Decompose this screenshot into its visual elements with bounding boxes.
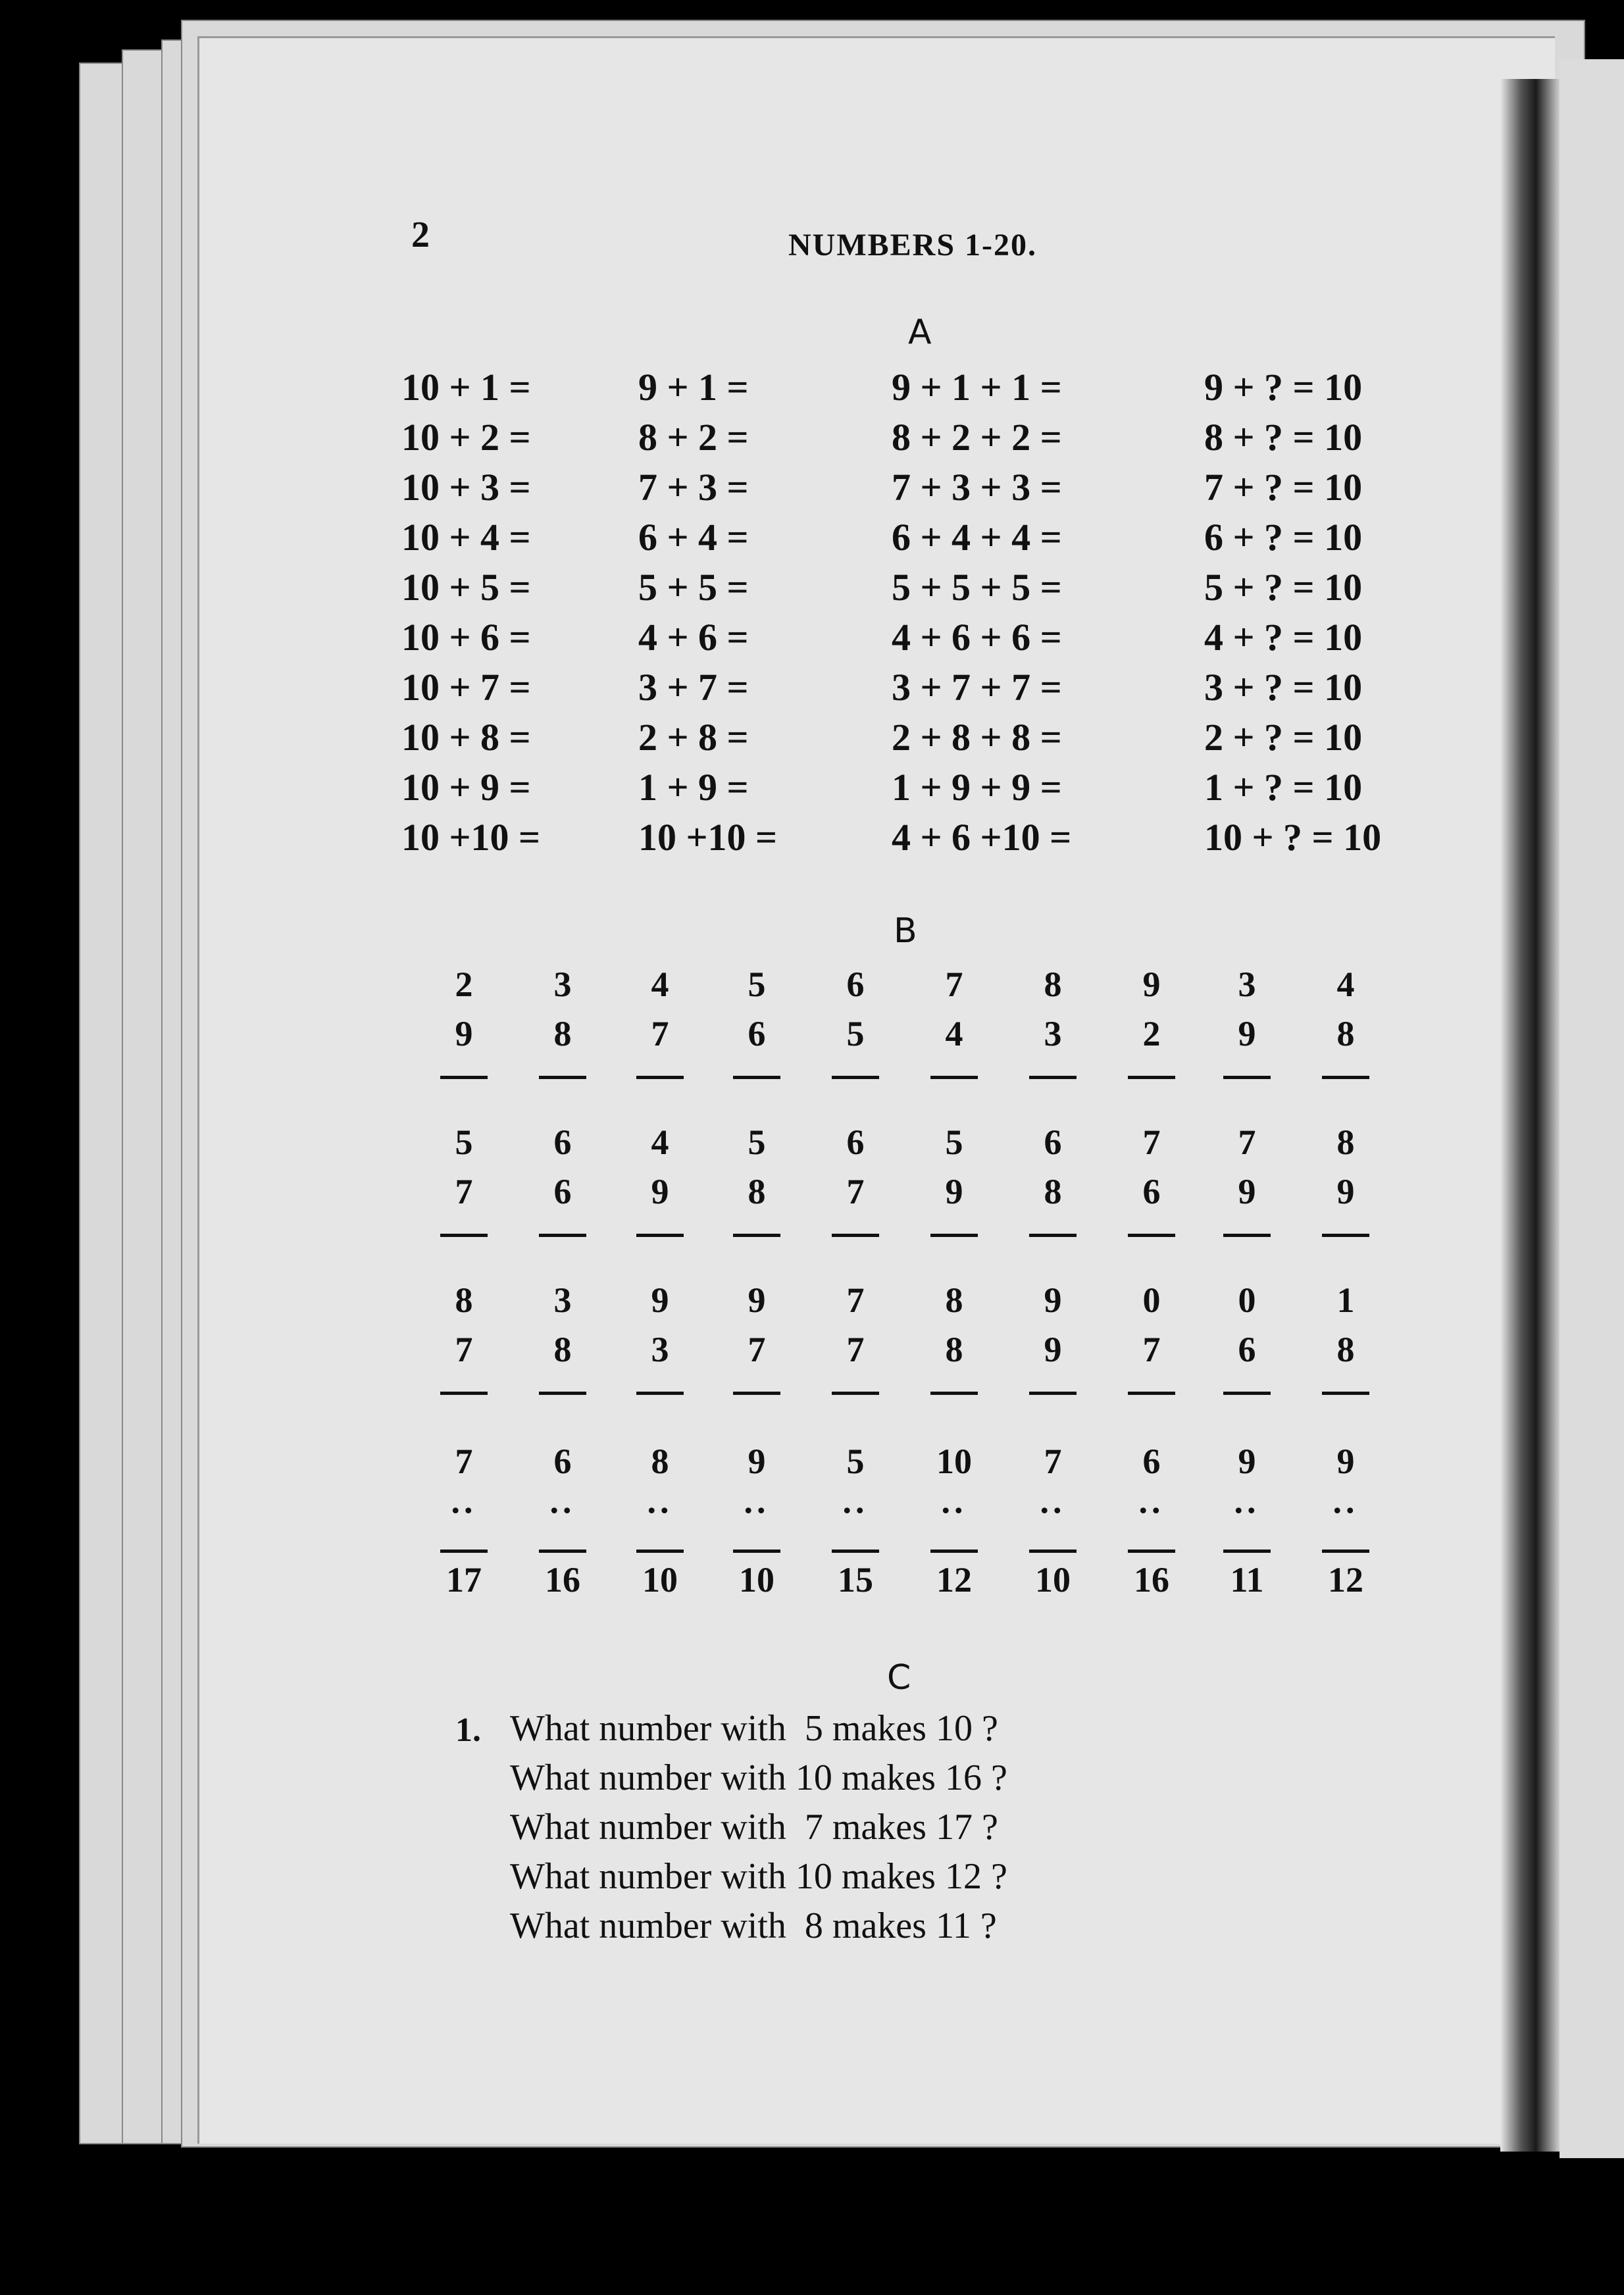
equation-col2-row6: 4 + 6 = (638, 616, 749, 659)
missing-addend-dots: .. (451, 1481, 477, 1521)
addend-bottom: 4 (945, 1014, 963, 1053)
item-number: 1. (455, 1711, 481, 1749)
sum-value: 16 (545, 1560, 580, 1600)
equation-col1-row8: 10 + 8 = (401, 716, 531, 759)
equation-col3-row6: 4 + 6 + 6 = (892, 616, 1062, 659)
addend-top: 2 (455, 965, 473, 1004)
equation-col1-row3: 10 + 3 = (401, 466, 531, 509)
known-addend: 9 (748, 1442, 766, 1481)
addend-bottom: 8 (748, 1172, 766, 1211)
sum-line (1029, 1550, 1077, 1553)
sum-line (1322, 1076, 1369, 1079)
addend-top: 5 (945, 1122, 963, 1162)
equation-col4-row9: 1 + ? = 10 (1204, 766, 1363, 809)
sum-line (733, 1550, 780, 1553)
equation-col4-row2: 8 + ? = 10 (1204, 416, 1363, 459)
addend-top: 3 (553, 965, 572, 1004)
sum-line (832, 1076, 879, 1079)
missing-addend-dots: .. (941, 1481, 967, 1521)
sum-line (440, 1076, 488, 1079)
equation-col1-row6: 10 + 6 = (401, 616, 531, 659)
addend-top: 9 (1142, 965, 1161, 1004)
sum-value: 12 (1328, 1560, 1363, 1600)
equation-col1-row4: 10 + 4 = (401, 516, 531, 559)
question-1: What number with 5 makes 10 ? (510, 1708, 998, 1749)
addend-top: 7 (846, 1280, 865, 1320)
facing-page-edge (1560, 59, 1624, 2158)
sum-line (1128, 1550, 1175, 1553)
known-addend: 5 (846, 1442, 865, 1481)
addend-bottom: 8 (1336, 1330, 1355, 1369)
sum-line (1128, 1234, 1175, 1237)
missing-addend-dots: .. (1138, 1481, 1165, 1521)
sum-line (1322, 1234, 1369, 1237)
question-2: What number with 10 makes 16 ? (510, 1757, 1007, 1798)
sum-line (832, 1550, 879, 1553)
addend-bottom: 9 (1044, 1330, 1062, 1369)
missing-addend-dots: .. (1040, 1481, 1066, 1521)
addend-bottom: 9 (651, 1172, 669, 1211)
addend-bottom: 2 (1142, 1014, 1161, 1053)
sum-line (1128, 1076, 1175, 1079)
equation-col1-row10: 10 +10 = (401, 816, 541, 859)
sum-line (1029, 1392, 1077, 1395)
sum-value: 11 (1230, 1560, 1264, 1600)
equation-col2-row8: 2 + 8 = (638, 716, 749, 759)
equation-col4-row1: 9 + ? = 10 (1204, 366, 1363, 409)
sum-line (1322, 1550, 1369, 1553)
sum-line (733, 1076, 780, 1079)
sum-value: 10 (1035, 1560, 1071, 1600)
equation-col2-row5: 5 + 5 = (638, 566, 749, 609)
addend-bottom: 7 (651, 1014, 669, 1053)
question-3: What number with 7 makes 17 ? (510, 1807, 998, 1848)
addend-bottom: 7 (846, 1330, 865, 1369)
running-head: NUMBERS 1-20. (788, 228, 1038, 263)
addend-top: 0 (1142, 1280, 1161, 1320)
sum-value: 12 (936, 1560, 972, 1600)
sum-line (733, 1234, 780, 1237)
missing-addend-dots: .. (744, 1481, 770, 1521)
equation-col3-row9: 1 + 9 + 9 = (892, 766, 1062, 809)
addend-bottom: 6 (553, 1172, 572, 1211)
addend-bottom: 8 (553, 1330, 572, 1369)
addend-top: 6 (846, 965, 865, 1004)
addend-bottom: 7 (846, 1172, 865, 1211)
equation-col3-row7: 3 + 7 + 7 = (892, 666, 1062, 709)
addend-bottom: 8 (945, 1330, 963, 1369)
equation-col1-row7: 10 + 7 = (401, 666, 531, 709)
addend-bottom: 8 (1336, 1014, 1355, 1053)
equation-col2-row4: 6 + 4 = (638, 516, 749, 559)
sum-line (930, 1392, 978, 1395)
equation-col3-row8: 2 + 8 + 8 = (892, 716, 1062, 759)
addend-top: 1 (1336, 1280, 1355, 1320)
addend-bottom: 7 (748, 1330, 766, 1369)
addend-bottom: 3 (651, 1330, 669, 1369)
sum-line (930, 1076, 978, 1079)
addend-bottom: 3 (1044, 1014, 1062, 1053)
missing-addend-dots: .. (842, 1481, 869, 1521)
addend-top: 0 (1238, 1280, 1256, 1320)
addend-bottom: 7 (455, 1330, 473, 1369)
equation-col4-row10: 10 + ? = 10 (1204, 816, 1382, 859)
sum-line (1223, 1392, 1271, 1395)
equation-col3-row4: 6 + 4 + 4 = (892, 516, 1062, 559)
equation-col3-row10: 4 + 6 +10 = (892, 816, 1072, 859)
addend-top: 8 (455, 1280, 473, 1320)
sum-line (539, 1392, 586, 1395)
sum-value: 17 (446, 1560, 482, 1600)
section-c-label: C (887, 1658, 911, 1698)
missing-addend-dots: .. (1332, 1481, 1359, 1521)
addend-bottom: 9 (455, 1014, 473, 1053)
sum-line (539, 1234, 586, 1237)
sum-line (636, 1550, 684, 1553)
equation-col3-row5: 5 + 5 + 5 = (892, 566, 1062, 609)
addend-bottom: 6 (1238, 1330, 1256, 1369)
missing-addend-dots: .. (647, 1481, 673, 1521)
equation-col2-row10: 10 +10 = (638, 816, 778, 859)
sum-line (1029, 1234, 1077, 1237)
equation-col1-row2: 10 + 2 = (401, 416, 531, 459)
addend-top: 4 (651, 965, 669, 1004)
sum-value: 16 (1134, 1560, 1169, 1600)
addend-top: 5 (748, 965, 766, 1004)
sum-line (636, 1392, 684, 1395)
known-addend: 6 (1142, 1442, 1161, 1481)
addend-top: 4 (651, 1122, 669, 1162)
addend-bottom: 8 (1044, 1172, 1062, 1211)
sum-line (832, 1234, 879, 1237)
missing-addend-dots: .. (549, 1481, 576, 1521)
equation-col4-row7: 3 + ? = 10 (1204, 666, 1363, 709)
addend-top: 8 (1336, 1122, 1355, 1162)
sum-value: 10 (642, 1560, 678, 1600)
known-addend: 8 (651, 1442, 669, 1481)
addend-bottom: 9 (945, 1172, 963, 1211)
equation-col3-row3: 7 + 3 + 3 = (892, 466, 1062, 509)
sum-line (539, 1076, 586, 1079)
addend-top: 6 (553, 1122, 572, 1162)
equation-col3-row2: 8 + 2 + 2 = (892, 416, 1062, 459)
addend-bottom: 9 (1238, 1172, 1256, 1211)
equation-col1-row9: 10 + 9 = (401, 766, 531, 809)
addend-bottom: 9 (1336, 1172, 1355, 1211)
equation-col4-row6: 4 + ? = 10 (1204, 616, 1363, 659)
question-5: What number with 8 makes 11 ? (510, 1905, 997, 1946)
addend-bottom: 7 (1142, 1330, 1161, 1369)
known-addend: 6 (553, 1442, 572, 1481)
sum-line (636, 1076, 684, 1079)
sum-line (1128, 1392, 1175, 1395)
addend-bottom: 8 (553, 1014, 572, 1053)
section-b-label: B (894, 911, 917, 951)
addend-top: 8 (1044, 965, 1062, 1004)
equation-col2-row3: 7 + 3 = (638, 466, 749, 509)
sum-line (539, 1550, 586, 1553)
addend-top: 6 (846, 1122, 865, 1162)
addend-top: 8 (945, 1280, 963, 1320)
addend-top: 5 (455, 1122, 473, 1162)
question-4: What number with 10 makes 12 ? (510, 1856, 1007, 1897)
addend-top: 3 (553, 1280, 572, 1320)
sum-line (636, 1234, 684, 1237)
sum-line (930, 1234, 978, 1237)
addend-top: 7 (945, 965, 963, 1004)
sum-line (1029, 1076, 1077, 1079)
equation-col4-row8: 2 + ? = 10 (1204, 716, 1363, 759)
addend-top: 9 (1044, 1280, 1062, 1320)
section-a-label: A (908, 313, 932, 352)
missing-addend-dots: .. (1234, 1481, 1260, 1521)
known-addend: 10 (936, 1442, 972, 1481)
addend-top: 7 (1238, 1122, 1256, 1162)
sum-value: 15 (838, 1560, 873, 1600)
sum-line (1223, 1234, 1271, 1237)
equation-col2-row2: 8 + 2 = (638, 416, 749, 459)
addend-bottom: 6 (1142, 1172, 1161, 1211)
equation-col3-row1: 9 + 1 + 1 = (892, 366, 1062, 409)
sum-line (1223, 1076, 1271, 1079)
addend-top: 6 (1044, 1122, 1062, 1162)
equation-col4-row3: 7 + ? = 10 (1204, 466, 1363, 509)
equation-col1-row1: 10 + 1 = (401, 366, 531, 409)
addend-top: 4 (1336, 965, 1355, 1004)
addend-top: 3 (1238, 965, 1256, 1004)
gutter-shadow (1500, 79, 1560, 2152)
addend-top: 7 (1142, 1122, 1161, 1162)
sum-value: 10 (739, 1560, 774, 1600)
sum-line (930, 1550, 978, 1553)
equation-col1-row5: 10 + 5 = (401, 566, 531, 609)
equation-col2-row1: 9 + 1 = (638, 366, 749, 409)
sum-line (440, 1234, 488, 1237)
known-addend: 7 (1044, 1442, 1062, 1481)
equation-col4-row4: 6 + ? = 10 (1204, 516, 1363, 559)
addend-bottom: 7 (455, 1172, 473, 1211)
sum-line (733, 1392, 780, 1395)
sum-line (440, 1550, 488, 1553)
known-addend: 9 (1238, 1442, 1256, 1481)
equation-col4-row5: 5 + ? = 10 (1204, 566, 1363, 609)
sum-line (440, 1392, 488, 1395)
addend-bottom: 6 (748, 1014, 766, 1053)
addend-top: 5 (748, 1122, 766, 1162)
addend-bottom: 5 (846, 1014, 865, 1053)
addend-top: 9 (748, 1280, 766, 1320)
equation-col2-row9: 1 + 9 = (638, 766, 749, 809)
page-number: 2 (411, 214, 430, 255)
equation-col2-row7: 3 + 7 = (638, 666, 749, 709)
addend-top: 9 (651, 1280, 669, 1320)
known-addend: 7 (455, 1442, 473, 1481)
sum-line (832, 1392, 879, 1395)
sum-line (1223, 1550, 1271, 1553)
sum-line (1322, 1392, 1369, 1395)
known-addend: 9 (1336, 1442, 1355, 1481)
addend-bottom: 9 (1238, 1014, 1256, 1053)
